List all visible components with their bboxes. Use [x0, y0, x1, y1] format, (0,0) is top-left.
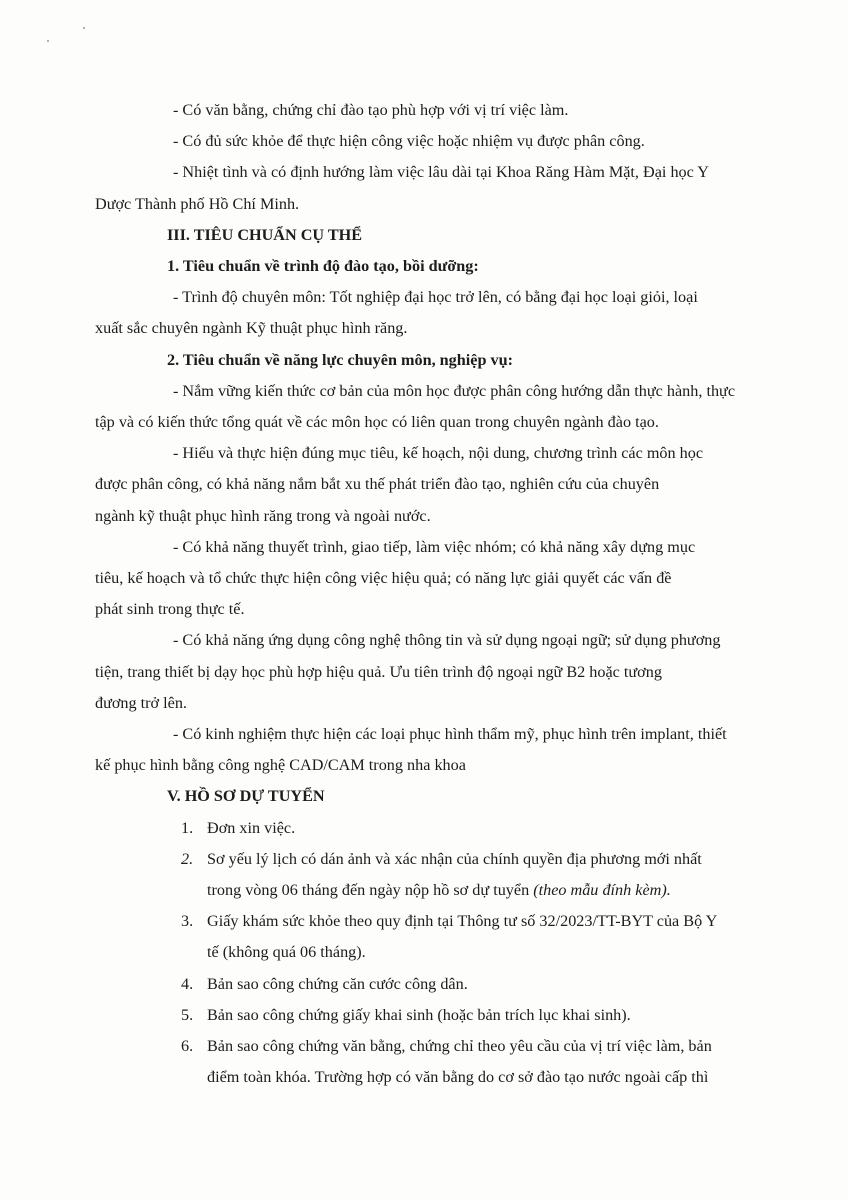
document-body: [95, 95, 762, 1094]
paragraph-line: kế phục hình bằng công nghệ CAD/CAM trong nha khoa: [95, 756, 466, 775]
list-text: tế (không quá 06 tháng).: [207, 943, 366, 962]
list-number: 2.: [181, 849, 194, 868]
paragraph-line: - Hiểu và thực hiện đúng mục tiêu, kế hoạch, nội dung, chương trình các môn học: [173, 444, 704, 463]
scan-speck: [83, 27, 85, 29]
list-text: Bản sao công chứng căn cước công dân.: [207, 974, 468, 993]
list-item: [173, 969, 762, 1000]
list-text: Sơ yếu lý lịch có dán ảnh và xác nhận của chính quyền địa phương mới nhất: [207, 849, 702, 868]
list-number: 1.: [181, 818, 194, 837]
subheading-competence: 2. Tiêu chuẩn về năng lực chuyên môn, nghiệp vụ:: [167, 350, 513, 369]
list-text: Bản sao công chứng giấy khai sinh (hoặc bản trích lục khai sinh).: [207, 1005, 631, 1024]
list-text: Đơn xin việc.: [207, 818, 296, 837]
paragraph-line: tiện, trang thiết bị dạy học phù hợp hiệu quả. Ưu tiên trình độ ngoại ngữ B2 hoặc tương: [95, 662, 662, 681]
general-line: - Nhiệt tình và có định hướng làm việc lâu dài tại Khoa Răng Hàm Mặt, Đại học Y: [173, 163, 709, 182]
list-item-continuation: [173, 875, 762, 906]
paragraph-line: - Trình độ chuyên môn: Tốt nghiệp đại học trở lên, có bằng đại học loại giỏi, loại: [173, 288, 698, 307]
paragraph-line: tập và có kiến thức tổng quát về các môn học có liên quan trong chuyên ngành đào tạo.: [95, 413, 659, 432]
paragraph-line: đương trở lên.: [95, 693, 187, 712]
paragraph-line: - Có kinh nghiệm thực hiện các loại phục hình thẩm mỹ, phục hình trên implant, thiết: [173, 725, 727, 744]
paragraph-line: xuất sắc chuyên ngành Kỹ thuật phục hình răng.: [95, 319, 408, 338]
list-item: [173, 813, 762, 844]
general-line: Dược Thành phố Hồ Chí Minh.: [95, 194, 300, 213]
list-text: điểm toàn khóa. Trường hợp có văn bằng do cơ sở đào tạo nước ngoài cấp thì: [207, 1068, 709, 1087]
paragraph-line: ngành kỹ thuật phục hình răng trong và ngoài nước.: [95, 506, 431, 525]
section-heading-iii: III. TIÊU CHUẨN CỤ THỂ: [167, 225, 363, 244]
paragraph-line: - Nắm vững kiến thức cơ bản của môn học được phân công hướng dẫn thực hành, thực: [173, 381, 736, 400]
list-text: Bản sao công chứng văn bằng, chứng chỉ theo yêu cầu của vị trí việc làm, bản: [207, 1037, 712, 1056]
scan-speck: [47, 40, 49, 42]
list-text-italic: (theo mẫu đính kèm).: [533, 881, 671, 900]
list-number: 5.: [181, 1005, 194, 1024]
list-text: Giấy khám sức khỏe theo quy định tại Thông tư số 32/2023/TT-BYT của Bộ Y: [207, 912, 718, 931]
general-line: - Có văn bằng, chứng chỉ đào tạo phù hợp với vị trí việc làm.: [173, 101, 569, 119]
list-number: 3.: [181, 912, 194, 931]
list-item-continuation: [173, 1062, 762, 1093]
paragraph-line: tiêu, kế hoạch và tổ chức thực hiện công việc hiệu quả; có năng lực giải quyết các vấn đề: [95, 569, 672, 588]
list-text: trong vòng 06 tháng đến ngày nộp hồ sơ dự tuyển: [207, 881, 534, 900]
paragraph-line: - Có khả năng thuyết trình, giao tiếp, làm việc nhóm; có khả năng xây dựng mục: [173, 537, 696, 556]
paragraph-line: được phân công, có khả năng nắm bắt xu thế phát triển đào tạo, nghiên cứu của chuyên: [95, 475, 660, 494]
list-item-continuation: [173, 937, 762, 968]
general-line: - Có đủ sức khỏe để thực hiện công việc hoặc nhiệm vụ được phân công.: [173, 132, 645, 151]
subheading-training: 1. Tiêu chuẩn về trình độ đào tạo, bồi dưỡng:: [167, 257, 479, 276]
list-item: [173, 1031, 762, 1062]
list-item: [173, 1000, 762, 1031]
paragraph-line: phát sinh trong thực tế.: [95, 600, 245, 619]
list-number: 6.: [181, 1037, 194, 1056]
list-item: [173, 906, 762, 937]
list-item: [173, 844, 762, 875]
paragraph-line: - Có khả năng ứng dụng công nghệ thông tin và sử dụng ngoại ngữ; sử dụng phương: [173, 631, 721, 650]
section-heading-v: V. HỒ SƠ DỰ TUYỂN: [167, 787, 325, 806]
list-number: 4.: [181, 974, 194, 993]
